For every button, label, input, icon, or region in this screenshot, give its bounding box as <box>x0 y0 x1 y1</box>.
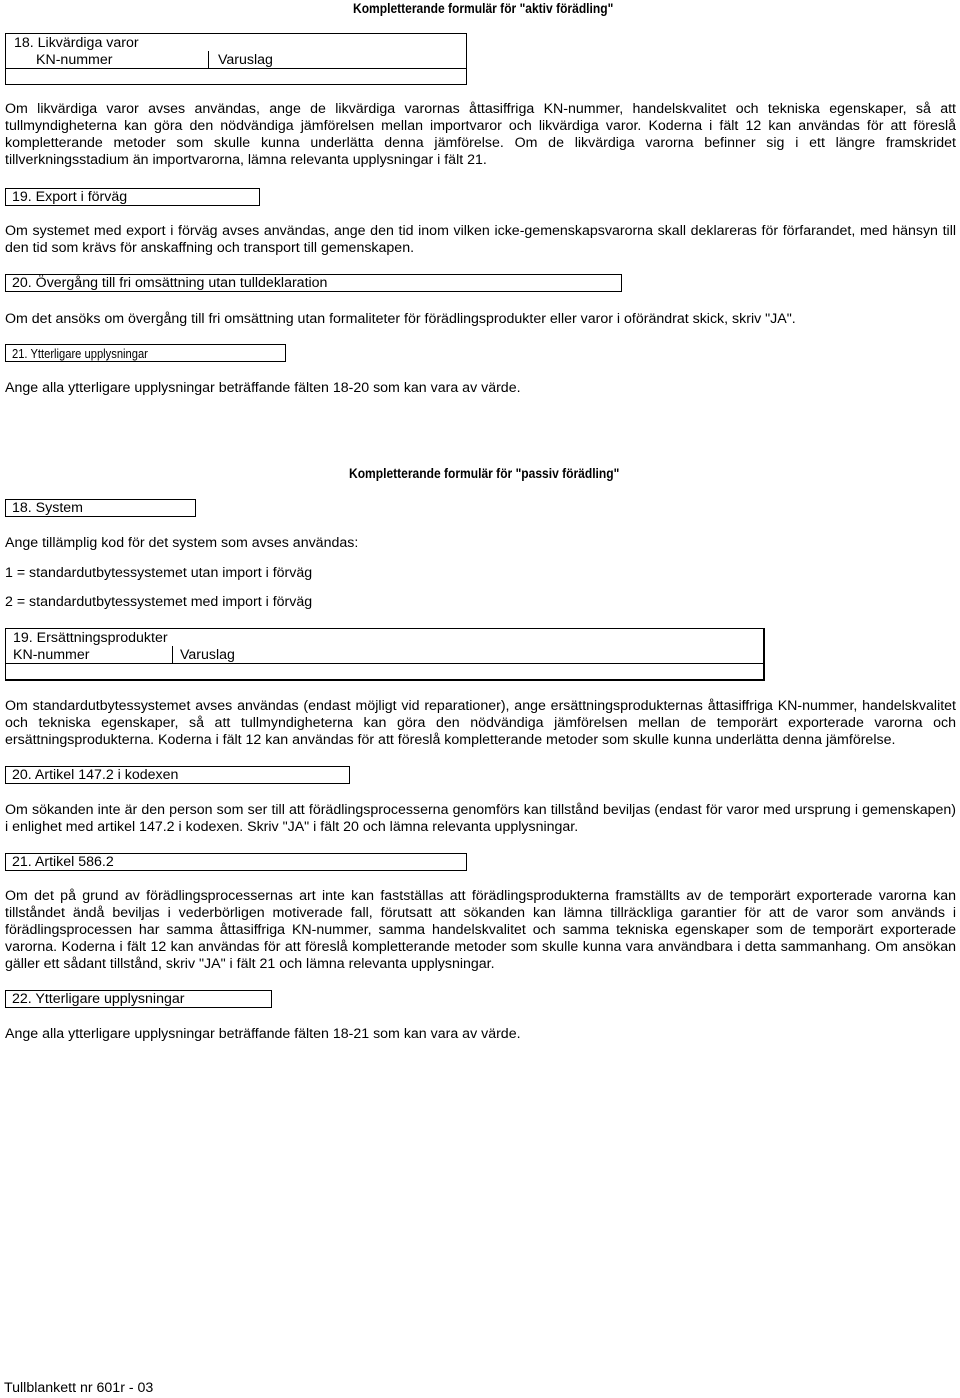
active-field18-divider <box>208 51 209 69</box>
active-form-header: Kompletterande formulär för "aktiv förädling" <box>353 0 614 16</box>
active-field20-label: 20. Övergång till fri omsättning utan tulldeklaration <box>5 274 622 292</box>
passive-field19-text: Om standardutbytessystemet avses användas (endast möjligt vid reparationer), ange ersättningsprodukternas åttasiffriga KN-nummer, handelskvalitet och tekniska egenskaper, så att tullmyndigheterna kan göra den nödvändiga jämförelsen mellan de temporärt exporterade varorna och ersättningsprodukterna. Koderna i fält 12 kan användas för att föreslå kompletterande metoder som skulle kunna underlätta denna jämförelse. <box>5 698 956 748</box>
passive-field19-col-kn: KN-nummer <box>13 647 90 663</box>
passive-field20-text: Om sökanden inte är den person som ser till att förädlingsprocesserna genomförs kan tillstånd beviljas (endast för varor med ursprung i gemenskapen) i enlighet med artikel 147.2 i kodexen. Skriv "JA" i fält 20 och lämna relevanta upplysningar. <box>5 802 956 835</box>
passive-form-header: Kompletterande formulär för "passiv förädling" <box>349 465 620 481</box>
active-field18-title: 18. Likvärdiga varor <box>14 35 139 51</box>
active-field19-label: 19. Export i förväg <box>5 188 260 206</box>
passive-field19-input-row[interactable] <box>6 664 764 679</box>
active-field21-label: 21. Ytterligare upplysningar <box>12 346 148 361</box>
passive-field21-text: Om det på grund av förädlingsprocessernas art inte kan fastställas att förädlingsprodukterna framställts av de temporärt exporterade varorna kan tillståndet ändå beviljas i vederbörligen motiverade fall, förutsatt att sökanden kan lämna tillräckliga garantier för att de varor som används i förädlingsprocessen har samma åttasiffriga KN-nummer, samma handelskvalitet och samma tekniska egenskaper som de temporärt exporterade varorna. Koderna i fält 12 kan användas för att föreslå kompletterande metoder som skulle kunna vara användbara i detta sammanhang. Om ansökan gäller ett sådant tillstånd, skriv "JA" i fält 21 och lämna relevanta upplysningar. <box>5 888 956 972</box>
passive-field21-label: 21. Artikel 586.2 <box>5 853 467 871</box>
active-field20-text: Om det ansöks om övergång till fri omsättning utan formaliteter för förädlingsprodukter eller varor i oförändrat skick, skriv "JA". <box>5 311 796 327</box>
active-field19-text: Om systemet med export i förväg avses användas, ange den tid inom vilken icke-gemenskapsvarorna skall deklareras för förfarandet, med hänsyn till den tid som krävs för anskaffning och transport till gemenskapen. <box>5 223 956 256</box>
footer-form-number: Tullblankett nr 601r - 03 <box>4 1380 154 1396</box>
passive-field19-col-varuslag: Varuslag <box>180 647 235 663</box>
active-field18-input-row[interactable] <box>6 69 466 84</box>
passive-field18-option-2: 2 = standardutbytessystemet med import i förväg <box>5 594 313 610</box>
passive-field18-intro: Ange tillämplig kod för det system som avses användas: <box>5 535 359 551</box>
passive-field19-table <box>5 628 765 681</box>
active-field18-col-varuslag: Varuslag <box>218 52 273 68</box>
passive-field20-label: 20. Artikel 147.2 i kodexen <box>5 766 350 784</box>
passive-field19-title: 19. Ersättningsprodukter <box>13 630 168 646</box>
active-field18-text: Om likvärdiga varor avses användas, ange de likvärdiga varornas åttasiffriga KN-nummer, handelskvalitet och tekniska egenskaper, så att tullmyndigheterna kan göra den nödvändiga jämförelsen mellan importvaror och likvärdiga varor. Koderna i fält 12 kan användas för att föreslå kompletterande metoder som skulle kunna underlätta denna jämförelse. Om de likvärdiga varorna befinner sig i ett längre framskridet tillverkningsstadium än importvarorna, lämna relevanta upplysningar i fält 21. <box>5 101 956 168</box>
active-field21-box <box>5 344 286 362</box>
active-field18-table <box>5 33 467 85</box>
passive-field22-label: 22. Ytterligare upplysningar <box>5 990 272 1008</box>
passive-field22-text: Ange alla ytterligare upplysningar beträffande fälten 18-21 som kan vara av värde. <box>5 1026 521 1042</box>
active-field18-col-kn: KN-nummer <box>36 52 113 68</box>
passive-field18-label: 18. System <box>5 499 196 517</box>
passive-field18-option-1: 1 = standardutbytessystemet utan import i förväg <box>5 565 313 581</box>
active-field21-text: Ange alla ytterligare upplysningar beträffande fälten 18-20 som kan vara av värde. <box>5 380 521 396</box>
passive-field19-divider <box>172 646 173 664</box>
